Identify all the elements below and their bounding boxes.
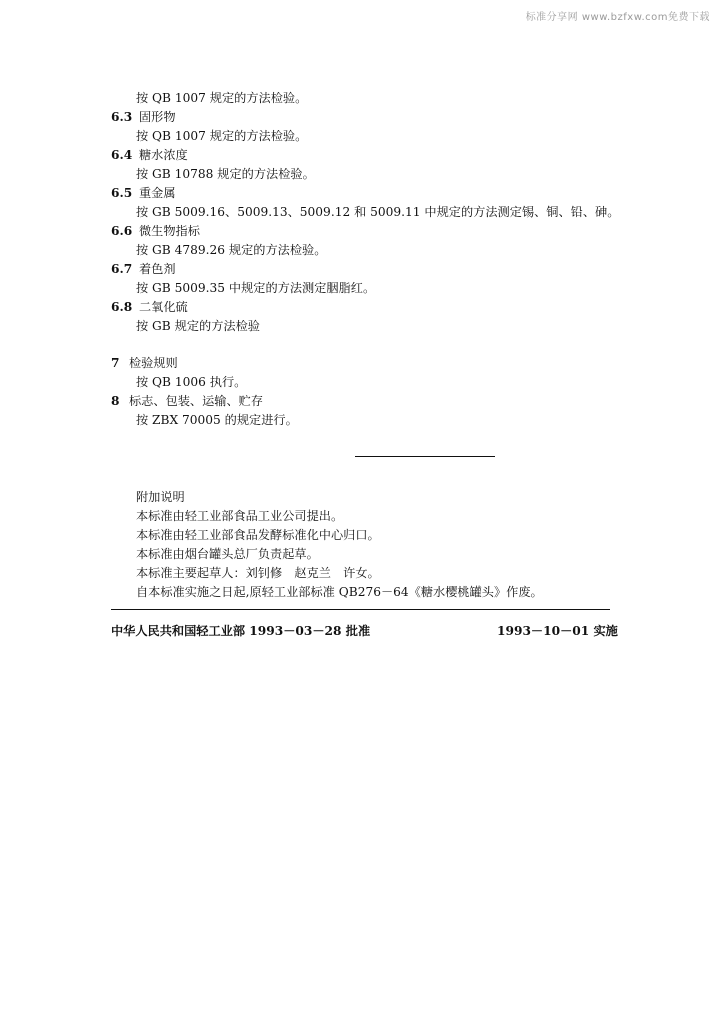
footer-implementation: 1993－10－01 实施 xyxy=(497,624,618,638)
line-8-text: 按 ZBX 70005 的规定进行。 xyxy=(136,413,298,427)
note-authors: 本标准主要起草人：刘钊修 赵克兰 许女。 xyxy=(136,566,380,580)
notes-heading: 附加说明 xyxy=(136,490,185,504)
line-6-7-text: 按 GB 5009.35 中规定的方法测定胭脂红。 xyxy=(136,281,376,295)
section-6-4-heading: 6.4 糖水浓度 xyxy=(111,148,188,162)
line-6-3-text: 按 QB 1007 规定的方法检验。 xyxy=(136,129,308,143)
section-8-heading: 8 标志、包装、运输、贮存 xyxy=(111,394,264,408)
section-6-5-heading: 6.5 重金属 xyxy=(111,186,176,200)
footer-rule xyxy=(111,609,610,610)
footer-approval: 中华人民共和国轻工业部 1993－03－28 批准 xyxy=(111,624,371,638)
section-6-3-heading: 6.3 固形物 xyxy=(111,110,176,124)
section-6-8-heading: 6.8 二氧化硫 xyxy=(111,300,188,314)
line-6-5-text: 按 GB 5009.16、5009.13、5009.12 和 5009.11 中规定的方法测定锡、铜、铅、砷。 xyxy=(136,205,620,219)
section-end-rule xyxy=(355,456,495,457)
section-7-heading: 7 检验规则 xyxy=(111,356,178,370)
note-drafter: 本标准由烟台罐头总厂负责起草。 xyxy=(136,547,319,561)
watermark-text: 标准分享网 www.bzfxw.com免费下载 xyxy=(525,12,710,23)
line-6-6-text: 按 GB 4789.26 规定的方法检验。 xyxy=(136,243,327,257)
line-6-8-text: 按 GB 规定的方法检验 xyxy=(136,319,260,333)
note-centralizer: 本标准由轻工业部食品发酵标准化中心归口。 xyxy=(136,528,380,542)
line-7-text: 按 QB 1006 执行。 xyxy=(136,375,247,389)
line-6-4-text: 按 GB 10788 规定的方法检验。 xyxy=(136,167,315,181)
note-proposer: 本标准由轻工业部食品工业公司提出。 xyxy=(136,509,344,523)
section-6-7-heading: 6.7 着色剂 xyxy=(111,262,176,276)
section-6-6-heading: 6.6 微生物指标 xyxy=(111,224,200,238)
line-6-2-text: 按 QB 1007 规定的方法检验。 xyxy=(136,91,308,105)
note-supersedes: 自本标准实施之日起,原轻工业部标准 QB276－64《糖水樱桃罐头》作废。 xyxy=(136,585,543,599)
